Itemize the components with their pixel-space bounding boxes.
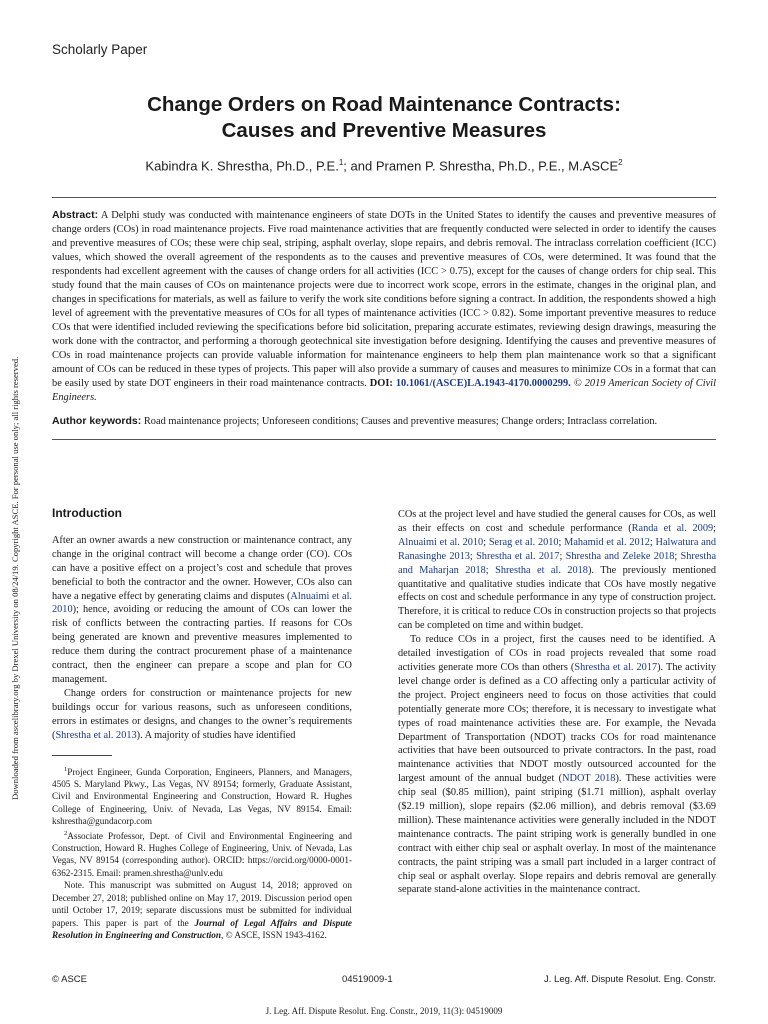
citation-link[interactable]: Shrestha et al. 2017 — [476, 550, 560, 562]
footnote-divider — [52, 755, 112, 756]
doi-label: DOI: — [369, 378, 393, 389]
citation-link[interactable]: NDOT 2018 — [562, 773, 616, 785]
keywords-text: Road maintenance projects; Unforeseen conditions; Causes and preventive measures; Change orders; Intraclass correlation. — [141, 416, 658, 427]
text-span: To reduce COs in a project, first the causes need to be identified. A detailed investigation of COs in road projects revealed that some road activities generate more COs than others ( — [398, 634, 716, 673]
intro-paragraph-2 — [52, 687, 352, 743]
bottom-citation: J. Leg. Aff. Dispute Resolut. Eng. Constr., 2019, 11(3): 04519009 — [265, 1006, 503, 1016]
title-line-1: Change Orders on Road Maintenance Contracts: — [147, 93, 621, 116]
footer-copyright: © ASCE — [52, 974, 87, 985]
download-notice — [0, 240, 20, 800]
download-notice-text: Downloaded from ascelibrary.org by Drexel University on 08/24/19. Copyright ASCE. For personal use only; all rights reserved. — [10, 356, 20, 800]
journal-name: Journal of Legal Affairs and Dispute Resolution in Engineering and Construction — [52, 917, 352, 940]
author-1-affil: 1 — [338, 158, 344, 167]
citation-link[interactable]: Halwatura and Ranasinghe 2013 — [398, 536, 717, 562]
footnote-2 — [52, 828, 352, 880]
copyright: © 2019 American Society of Civil Engineers. — [52, 378, 716, 403]
body-paragraph-1: COs at the project level and have studied the general causes for COs, as well as their effects on cost and schedule performance (Randa et al. 2009; Alnuaimi et al. 2010; Serag et al. 2010; Mahamid et al. 2012; Halwatura and Ranasinghe 2013; Shrestha et al. 2017; Shrestha and Zeleke 2018; Shrestha and Maharjan 2018; Shrestha et al. 2018). The previously mentioned quantitative and qualitative studies indicate that COs have mostly negative effects on cost and schedule performance in any type of construction project. Therefore, it is critical to reduce COs in construction projects so that projects can be completed on time and within budget. — [398, 509, 717, 632]
text-span: ). The activity level change order is defined as a CO affecting only a particular activity of the project. Project engineers need to focus on those activities that could potentially generate more COs; therefore, it is necessary to investigate what types of road maintenance activities these are. For example, the Nevada Department of Transportation (NDOT) tracks COs for road maintenance activities that have been outsourced to private contractors. In the past, road maintenance activities that NDOT mostly outsourced accounted for the largest amount of the annual budget ( — [398, 661, 717, 785]
citation-link[interactable]: Shrestha and Zeleke 2018 — [565, 550, 675, 562]
author-2: ; and Pramen P. Shrestha, Ph.D., P.E., M.ASCE — [343, 158, 619, 174]
introduction-heading: Introduction — [52, 506, 122, 520]
intro-paragraph-1 — [52, 534, 352, 687]
footnote-marker: 2 — [64, 829, 68, 837]
citation-link[interactable]: Shrestha et al. 2017 — [574, 661, 658, 673]
abstract-label: Abstract: — [52, 209, 99, 221]
text-span: ); hence, avoiding or reducing the amount of COs can lower the risk of conflicts between the contracting parties. If reasons for COs being generated are known and preventive measures implemented to reduce them during the contract procurement phase of a maintenance contract, then the engineer can prepare a scope and plan for CO management. — [52, 604, 352, 685]
footnote-text: Associate Professor, Dept. of Civil and Environmental Engineering and Construction, Howard R. Hughes College of Engineering, Univ. of Nevada, Las Vegas, NV 89154 (corresponding author). ORCID: https://orcid.org/0000-0001-6362-2315. Email: pramen.shrestha@unlv.edu — [52, 830, 352, 878]
citation-link[interactable]: Shrestha and Maharjan 2018 — [398, 550, 717, 576]
footer-page-number: 04519009-1 — [342, 974, 393, 985]
footer-journal: J. Leg. Aff. Dispute Resolut. Eng. Constr. — [544, 974, 716, 985]
text-span: ). These activities were chip seal ($0.85 million), paint striping ($1.71 million), asphalt overlay ($2.19 million), slope repairs ($2.06 million), and debris removal ($3.69 million). These maintenance activities were generally included in the NDOT maintenance contracts. The paint striping work is generally bundled in one contract with either chip seal or asphalt overlay. In most of the maintenance contracts, the paint striping was a small part included in a larger contract of chip seal or asphalt overlay. Slope repairs and debris removal are generally separate stand-alone activities in the maintenance contract. — [398, 773, 716, 896]
author-1: Kabindra K. Shrestha, Ph.D., P.E. — [145, 158, 339, 174]
manuscript-note — [52, 879, 352, 941]
abstract-text: A Delphi study was conducted with maintenance engineers of state DOTs in the United States to identify the causes and preventive measures of change orders (COs) in road maintenance projects. Five road maintenance activities that are frequently conducted were selected in order to identify the causes and preventive measures of COs; these were chip seal, striping, asphalt overlay, slope repairs, and debris removal. The intraclass correlation coefficient (ICC) values, which showed the overall agreement of the respondents as to the causes and preventive measures of COs, were determined. It was found that the respondents had excellent agreement with the causes of change orders for all activities (ICC > 0.75), except for the causes of change orders for chip seal. This study found that the main causes of COs on maintenance projects were due to incorrect work scope, errors in the estimate, changes in the original plan, and changes in specifications for materials, as well as failure to verify the work site conditions before signing a contract. In addition, the respondents showed a high level of agreement with the preventative measures of COs for all types of maintenance activities (ICC > 0.82). Some important preventive measures to reduce COs that were identified included reviewing the specifications before bid solicitation, preparing accurate estimates, reviewing design drawings, measuring the work done with the contractor, and performing a thorough geotechnical site investigation before designing. Identifying the causes and preventive measures of COs in road maintenance projects can provide valuable information for maintenance engineers to help them plan maintenance work so that a significant amount of COs can be reduced in these types of projects. This paper will also provide a summary of causes and measures to minimize COs in a format that can be easily used by state DOT engineers in their road maintenance contracts. — [52, 210, 716, 389]
keywords-label: Author keywords: — [52, 415, 142, 427]
text-span: COs at the project level and have studied the general causes for COs, as well as their effects on cost and schedule performance ( — [398, 509, 716, 534]
body-paragraph-2 — [398, 633, 716, 897]
text-span: After an owner awards a new construction or maintenance contract, any change in the original contract will become a change order (CO). COs can have a positive effect on a project’s cost and schedule that proves beneficial to both the contractor and the owner. However, COs also can have a negative effect by generating claims and disputes ( — [52, 534, 352, 602]
citation-link[interactable]: Mahamid et al. 2012 — [564, 536, 650, 548]
footnote-marker: 1 — [64, 765, 68, 773]
citation-link[interactable]: Alnuaimi et al. 2010 — [52, 590, 352, 616]
citation-link[interactable]: Randa et al. 2009 — [631, 522, 714, 534]
paper-title — [40, 92, 728, 144]
citation-link[interactable]: Shrestha et al. 2013 — [55, 729, 137, 741]
doi-link[interactable]: 10.1061/(ASCE)LA.1943-4170.0000299. — [395, 378, 571, 389]
author-2-affil: 2 — [618, 158, 623, 167]
author-list — [40, 158, 728, 173]
citation-link[interactable]: Serag et al. 2010 — [488, 536, 559, 548]
author-keywords — [52, 414, 716, 429]
title-line-2: Causes and Preventive Measures — [221, 119, 547, 142]
abstract — [52, 208, 716, 405]
citation-link[interactable]: Shrestha et al. 2018 — [495, 564, 588, 576]
right-column — [398, 508, 716, 897]
footnote-1 — [52, 764, 352, 828]
text-span: ). A majority of studies have identified — [136, 729, 296, 741]
abstract-box — [52, 197, 716, 440]
citation-link[interactable]: Alnuaimi et al. 2010 — [398, 536, 484, 548]
text-span: ). The previously mentioned quantitative and qualitative studies indicate that COs have mostly negative effects on cost and schedule performance in any type of construction project. Therefore, it is critical to reduce COs in construction projects so that projects can be completed on time and within budget. — [398, 564, 717, 632]
footnote-text: Project Engineer, Gunda Corporation, Engineers, Planners, and Managers, 4505 S. Maryland Pkwy., Las Vegas, NV 89154; formerly, Graduate Assistant, Civil and Environmental Engineering and Construction, Howard R. Hughes College of Engineering, Univ. of Nevada, Las Vegas, NV 89154. Email: kshrestha@gundacorp.com — [52, 766, 352, 827]
left-column — [52, 507, 352, 941]
text-span: , © ASCE, ISSN 1943-4162. — [221, 929, 327, 940]
section-label: Scholarly Paper — [52, 42, 148, 57]
text-span: Change orders for construction or maintenance projects for new buildings occur for various reasons, such as unforeseen conditions, errors in estimates or designs, and changes to the owner’s requirements ( — [52, 687, 352, 741]
footnotes — [52, 764, 352, 942]
text-span: Note. This manuscript was submitted on August 14, 2018; approved on December 27, 2018; published online on May 17, 2019. Discussion period open until October 17, 2019; separate discussions must be submitted for individual papers. This paper is part of the — [52, 880, 352, 928]
